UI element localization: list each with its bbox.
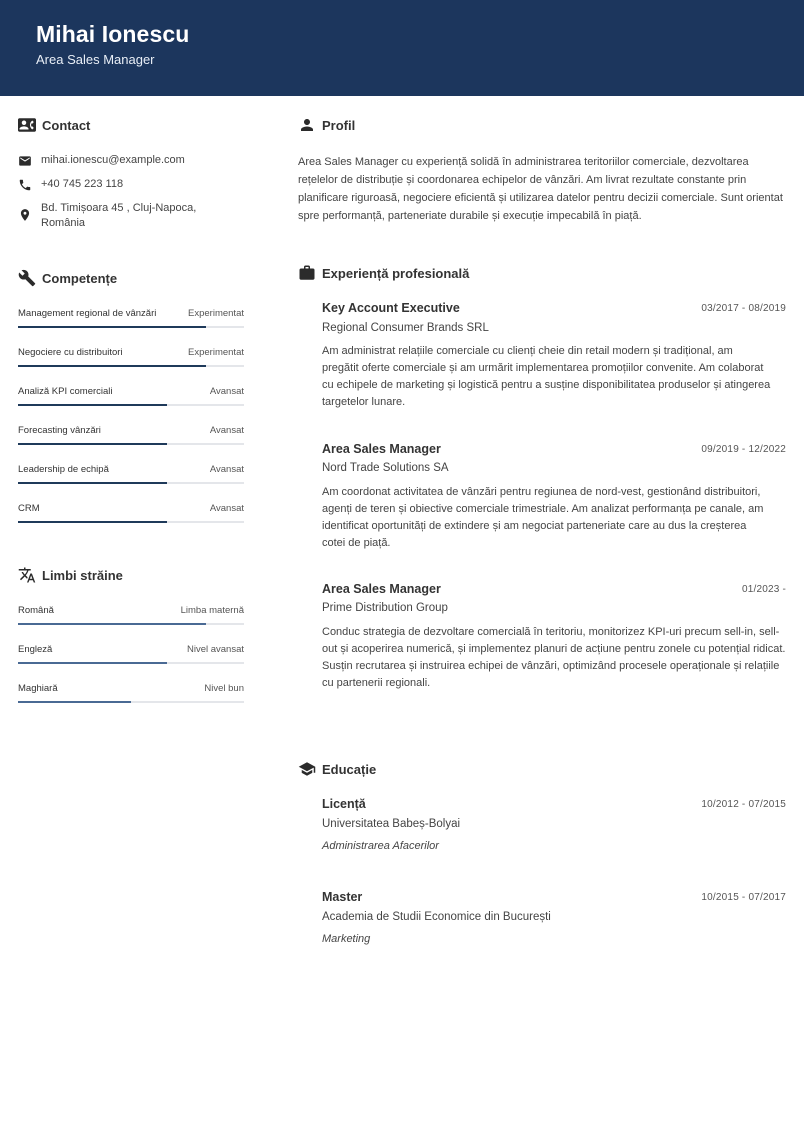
language-name: Engleză (18, 644, 53, 655)
skills-heading-label: Competențe (42, 270, 118, 286)
translate-icon (18, 566, 36, 584)
email-text[interactable]: mihai.ionescu@example.com (41, 154, 185, 166)
languages-heading-label: Limbi străine (42, 567, 123, 583)
job-title: Key Account Executive (322, 301, 460, 315)
language-bar-track (18, 662, 244, 664)
education-date: 10/2012 - 07/2015 (701, 799, 786, 810)
job-description: Am coordonat activitatea de vânzări pentru regiunea de nord-vest, gestionând distribuitori, agenți de teren și obiective comerciale trimestriale. Am analizat performanța pe canale, am identificat oportunități de extindere și am negociat parteneriate care au dus la creșterea cotei de piață. (322, 486, 764, 549)
skill-bar-track (18, 443, 244, 445)
skill-name: Management regional de vânzări (18, 308, 157, 319)
institution-name: Universitatea Babeș-Bolyai (322, 818, 461, 830)
skill-level: Avansat (209, 425, 244, 436)
resume-header (0, 0, 804, 96)
job-title: Area Sales Manager (322, 442, 441, 456)
education-heading (298, 760, 376, 778)
skill-name: CRM (18, 503, 40, 514)
job-date: 01/2023 - (741, 584, 786, 595)
skill-item (18, 347, 244, 367)
language-item (18, 683, 244, 703)
field-of-study: Marketing (322, 933, 371, 945)
language-bar-track (18, 701, 244, 703)
languages-heading (18, 566, 123, 584)
job-date: 03/2017 - 08/2019 (701, 303, 786, 314)
skill-name: Forecasting vânzări (18, 425, 101, 436)
skill-name: Leadership de echipă (18, 464, 109, 475)
job-description: Conduc strategia de dezvoltare comercială în teritoriu, monitorizez KPI-uri precum sell-in, sell-out și acoperirea numerică, și implementez planuri de acțiune pentru zonele cu potențial ridicat. Susțin recrutarea și instruirea echipei de vânzări, optimizând procesele operaționale și relațiile cu partenerii regionali. (322, 626, 786, 689)
skill-item (18, 386, 244, 406)
person-icon (298, 116, 316, 134)
profile-heading-label: Profil (322, 117, 356, 133)
job-date: 09/2019 - 12/2022 (701, 444, 786, 455)
language-bar-fill (18, 701, 131, 703)
briefcase-icon (298, 264, 316, 282)
job-description: Am administrat relațiile comerciale cu clienți cheie din retail modern și tradițional, am pregătit oferte comerciale și am urmărit implementarea promoțiilor convenite. Am colaborat cu echipele de marketing și logistică pentru a susține disponibilitatea produselor și atingerea targetelor lunare. (322, 345, 771, 408)
location-pin-icon (18, 208, 32, 222)
email-icon (18, 154, 32, 168)
address-line-2: România (41, 217, 86, 229)
contact-email[interactable] (18, 153, 185, 168)
language-bar-fill (18, 623, 206, 625)
skill-name: Analiză KPI comerciali (18, 386, 113, 397)
skill-item (18, 503, 244, 523)
skill-item (18, 425, 244, 445)
degree-title: Master (322, 890, 363, 904)
skill-bar-fill (18, 443, 167, 445)
profile-heading (298, 116, 355, 134)
skill-bar-fill (18, 404, 167, 406)
job-company: Regional Consumer Brands SRL (322, 322, 489, 334)
skill-bar-fill (18, 365, 206, 367)
language-name: Maghiară (18, 683, 58, 694)
skill-level: Avansat (209, 464, 244, 475)
contact-phone[interactable] (18, 177, 123, 192)
language-level: Nivel avansat (186, 644, 244, 655)
candidate-title: Area Sales Manager (36, 52, 155, 67)
contact-address (18, 201, 196, 231)
job-company: Prime Distribution Group (322, 602, 448, 614)
language-bar-track (18, 623, 244, 625)
language-item (18, 644, 244, 664)
language-name: Română (18, 605, 54, 616)
skill-bar-fill (18, 482, 167, 484)
wrench-icon (18, 269, 36, 287)
skill-level: Avansat (209, 503, 244, 514)
language-level: Nivel bun (204, 683, 244, 694)
education-heading-label: Educație (322, 761, 377, 777)
skill-level: Avansat (209, 386, 244, 397)
address-line-1: Bd. Timișoara 45 , Cluj-Napoca, (41, 202, 197, 214)
skill-bar-track (18, 404, 244, 406)
phone-text[interactable]: +40 745 223 118 (41, 178, 124, 190)
skill-item (18, 464, 244, 484)
job-title: Area Sales Manager (322, 582, 441, 596)
experience-heading-label: Experiență profesională (322, 265, 470, 281)
phone-icon (18, 178, 32, 192)
experience-heading (298, 264, 469, 282)
skill-bar-track (18, 365, 244, 367)
candidate-name: Mihai Ionescu (36, 21, 190, 47)
language-level: Limba maternă (180, 605, 244, 616)
language-item (18, 605, 244, 625)
education-date: 10/2015 - 07/2017 (701, 892, 786, 903)
institution-name: Academia de Studii Economice din București (322, 911, 551, 923)
language-bar-fill (18, 662, 167, 664)
skill-bar-track (18, 482, 244, 484)
graduation-cap-icon (298, 760, 316, 778)
field-of-study: Administrarea Afacerilor (322, 840, 439, 852)
contact-heading-label: Contact (42, 117, 91, 133)
skill-bar-track (18, 521, 244, 523)
job-company: Nord Trade Solutions SA (322, 462, 449, 474)
skill-bar-fill (18, 521, 167, 523)
skill-name: Negociere cu distribuitori (18, 347, 123, 358)
contact-heading (18, 116, 90, 134)
skill-bar-fill (18, 326, 206, 328)
skill-level: Experimentat (188, 347, 244, 358)
skill-bar-track (18, 326, 244, 328)
skills-heading (18, 269, 117, 287)
degree-title: Licență (322, 797, 366, 811)
skill-level: Experimentat (188, 308, 244, 319)
profile-text: Area Sales Manager cu experiență solidă în administrarea teritoriilor comerciale, dezvoltarea rețelelor de distribuție și coordonarea echipelor de vânzări. Am livrat rezultate constante prin planificare riguroasă, negociere eficientă și utilizarea datelor pentru decizii comerciale. Sunt orientat spre performanță, parteneriate durabile și execuție impecabilă în piață. (298, 156, 783, 222)
skill-item (18, 308, 244, 328)
contact-card-icon (18, 116, 36, 134)
